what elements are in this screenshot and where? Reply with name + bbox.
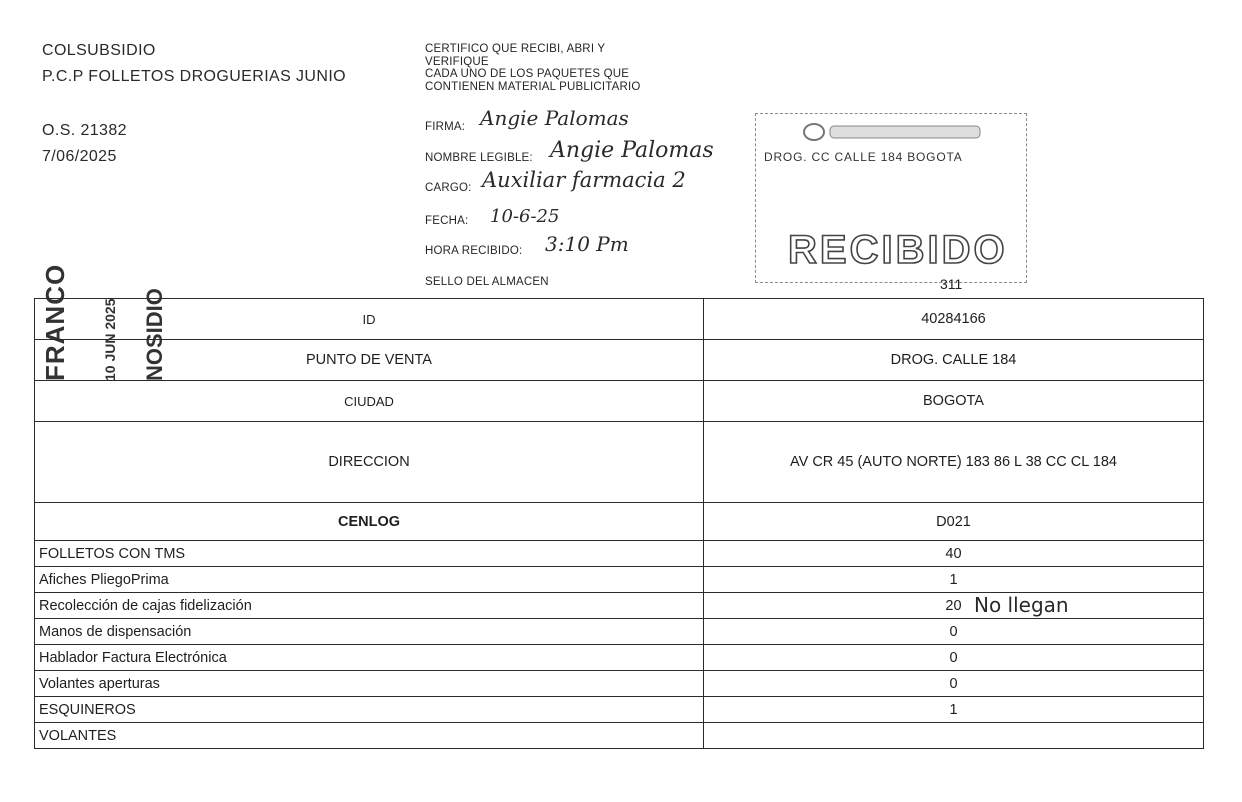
item-label: Afiches PliegoPrima [35,567,704,593]
vertical-stamp-line: FRANCO [40,263,70,381]
firma-label: FIRMA: [425,121,466,133]
cargo-label: CARGO: [425,182,472,194]
item-label: Manos de dispensación [35,619,704,645]
table-row [35,567,1204,593]
item-qty: 0 [704,671,1204,697]
table-row [35,723,1204,749]
row-value: BOGOTA [704,381,1204,422]
row-value: AV CR 45 (AUTO NORTE) 183 86 L 38 CC CL 184 [704,422,1204,503]
stamp-number: 311 [940,276,963,292]
item-label: Volantes aperturas [35,671,704,697]
item-label: ESQUINEROS [35,697,704,723]
item-label: Hablador Factura Electrónica [35,645,704,671]
item-qty-cell [704,593,1204,619]
brand-logo-icon [800,120,990,144]
item-qty: 1 [704,567,1204,593]
company-name: COLSUBSIDIO [42,42,156,59]
row-label: PUNTO DE VENTA [35,340,704,381]
table-row [35,619,1204,645]
project-title: P.C.P FOLLETOS DROGUERIAS JUNIO [42,68,347,85]
table-row [35,422,1204,503]
item-label: FOLLETOS CON TMS [35,541,704,567]
sello-label: SELLO DEL ALMACEN [425,276,549,288]
row-label: DIRECCION [35,422,704,503]
table-row [35,299,1204,340]
certificate-line: CERTIFICO QUE RECIBI, ABRI Y [425,43,606,55]
delivery-table [34,298,1204,749]
item-label: VOLANTES [35,723,704,749]
item-qty: 40 [704,541,1204,567]
nombre-label: NOMBRE LEGIBLE: [425,152,533,164]
item-qty: 20 [945,597,962,614]
stamp-store-name: DROG. CC CALLE 184 BOGOTA [764,150,963,164]
row-label: CIUDAD [35,381,704,422]
item-qty: 1 [704,697,1204,723]
table-row [35,340,1204,381]
header-block [42,38,346,170]
row-label: ID [35,299,704,340]
hora-label: HORA RECIBIDO: [425,245,523,257]
item-qty: 0 [704,645,1204,671]
vertical-stamp-line: NOSIDIO [142,288,167,381]
order-number: O.S. 21382 [42,122,127,139]
cargo-value: Auxiliar farmacia 2 [482,168,686,192]
row-label: CENLOG [35,503,704,541]
row-value: D021 [704,503,1204,541]
certificate-line: CONTIENEN MATERIAL PUBLICITARIO [425,80,641,93]
certificate-line: CADA UNO DE LOS PAQUETES QUE [425,68,630,80]
nombre-value: Angie Palomas [550,138,714,163]
handwritten-note: No llegan [974,593,1069,617]
table-row [35,671,1204,697]
table-row [35,697,1204,723]
fecha-label: FECHA: [425,215,469,227]
vertical-stamp-date: 10 JUN 2025 [102,298,118,381]
certificate-line: VERIFIQUE [425,55,489,68]
fecha-value: 10-6-25 [490,206,560,227]
table-row [35,645,1204,671]
received-stamp-text: RECIBIDO [788,228,1008,272]
item-label: Recolección de cajas fidelización [35,593,704,619]
table-row [35,593,1204,619]
table-row [35,503,1204,541]
item-qty: 0 [704,619,1204,645]
item-qty [704,723,1204,749]
certificate-text [425,43,641,93]
table-row [35,541,1204,567]
hora-value: 3:10 Pm [545,232,629,256]
table-row [35,381,1204,422]
row-value: DROG. CALLE 184 [704,340,1204,381]
document-date: 7/06/2025 [42,148,117,165]
firma-signature: Angie Palomas [480,106,629,130]
row-value: 40284166 [704,299,1204,340]
